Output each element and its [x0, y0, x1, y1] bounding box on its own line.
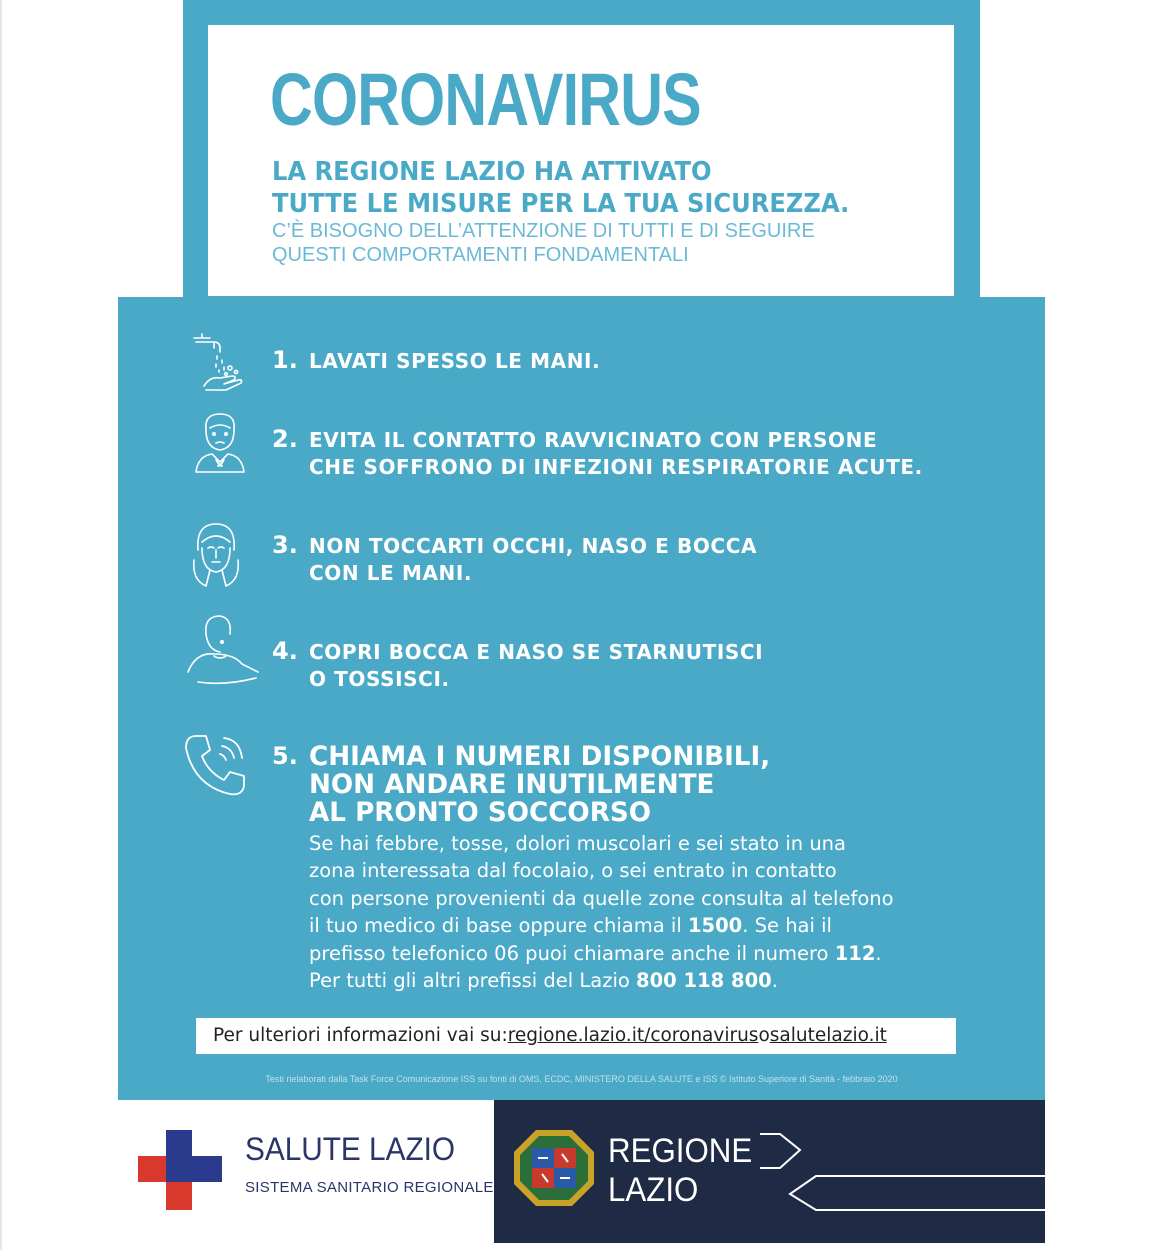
item-2-text-line-2: CHE SOFFRONO DI INFEZIONI RESPIRATORIE ACUTE.: [309, 455, 923, 479]
regione-lazio-crest-icon: [512, 1128, 596, 1208]
regione-lazio-arrow-lines: [760, 1132, 1045, 1212]
page-edge: [0, 0, 2, 1250]
item-3-number: 3.: [272, 531, 298, 559]
body-text: prefisso telefonico 06 puoi chiamare anche il numero: [309, 941, 835, 965]
salute-lazio-title: SALUTE LAZIO: [245, 1131, 456, 1167]
item-5-heading-line-1: CHIAMA I NUMERI DISPONIBILI,: [309, 741, 771, 772]
headline-line-2: TUTTE LE MISURE PER LA TUA SICUREZZA.: [272, 189, 850, 219]
info-bar: [196, 1018, 956, 1054]
link-regione-coronavirus[interactable]: regione.lazio.it/coronavirus: [507, 1025, 759, 1046]
face-touch-icon: [190, 520, 242, 590]
link-salutelazio[interactable]: salutelazio.it: [769, 1025, 887, 1046]
item-4-number: 4.: [272, 637, 298, 665]
headline-line-1: LA REGIONE LAZIO HA ATTIVATO: [272, 157, 712, 187]
salute-lazio-cross-logo: [138, 1130, 222, 1210]
item-3-text-line-1: NON TOCCARTI OCCHI, NASO E BOCCA: [309, 534, 758, 558]
item-5-body-line-5: [309, 940, 969, 967]
body-text: .: [875, 941, 882, 965]
item-5-body: [309, 830, 969, 994]
sick-person-icon: [190, 408, 250, 476]
item-5-heading-line-2: NON ANDARE INUTILMENTE: [309, 769, 715, 800]
sneeze-elbow-icon: [184, 612, 260, 688]
body-text: Per tutti gli altri prefissi del Lazio: [309, 969, 637, 993]
subline-line-1: C’È BISOGNO DELL’ATTENZIONE DI TUTTI E DI SEGUIRE: [272, 220, 815, 242]
info-prefix: Per ulteriori informazioni vai su:: [213, 1025, 508, 1046]
phone-icon: [182, 730, 252, 800]
item-2-text-line-1: EVITA IL CONTATTO RAVVICINATO CON PERSONE: [309, 428, 878, 452]
regione-lazio-name-line-1: REGIONE: [608, 1132, 753, 1170]
phone-number-112: 112: [834, 941, 876, 965]
phone-number-1500: 1500: [687, 914, 743, 938]
subline-line-2: QUESTI COMPORTAMENTI FONDAMENTALI: [272, 244, 689, 266]
item-5-heading: [309, 743, 770, 827]
salute-lazio-subtitle: SISTEMA SANITARIO REGIONALE: [245, 1179, 494, 1196]
page-title: CORONAVIRUS: [270, 58, 701, 141]
item-5-body-line-3: con persone provenienti da quelle zone consulta al telefono: [309, 886, 894, 910]
item-1-text: LAVATI SPESSO LE MANI.: [309, 349, 601, 373]
regione-lazio-name-line-2: LAZIO: [608, 1171, 699, 1209]
body-text: . Se hai il: [742, 914, 832, 938]
item-2-number: 2.: [272, 425, 298, 453]
body-text: .: [771, 969, 778, 993]
hand-washing-icon: [190, 330, 252, 392]
item-1-number: 1.: [272, 346, 298, 374]
item-5-number: 5.: [272, 742, 298, 770]
item-3-text-line-2: CON LE MANI.: [309, 561, 473, 585]
info-connector: o: [758, 1025, 770, 1046]
item-5-body-line-2: zona interessata dal focolaio, o sei entrato in contatto: [309, 859, 837, 883]
item-5-body-line-4: [309, 912, 969, 939]
item-5-heading-line-3: AL PRONTO SOCCORSO: [309, 797, 652, 828]
phone-number-800: 800 118 800: [636, 969, 772, 993]
body-text: il tuo medico di base oppure chiama il: [309, 914, 688, 938]
credits-text: Testi rielaborati dalla Task Force Comunicazione ISS su fonti di OMS, ECDC, MINISTERO DELLA SALUTE e ISS © Istituto Superiore di Sanità - febbraio 2020: [265, 1074, 898, 1084]
item-5-body-line-1: Se hai febbre, tosse, dolori muscolari e sei stato in una: [309, 832, 846, 855]
item-4-text-line-1: COPRI BOCCA E NASO SE STARNUTISCI: [309, 640, 764, 664]
item-5-body-line-6: [309, 967, 969, 994]
item-4-text-line-2: O TOSSISCI.: [309, 667, 450, 691]
